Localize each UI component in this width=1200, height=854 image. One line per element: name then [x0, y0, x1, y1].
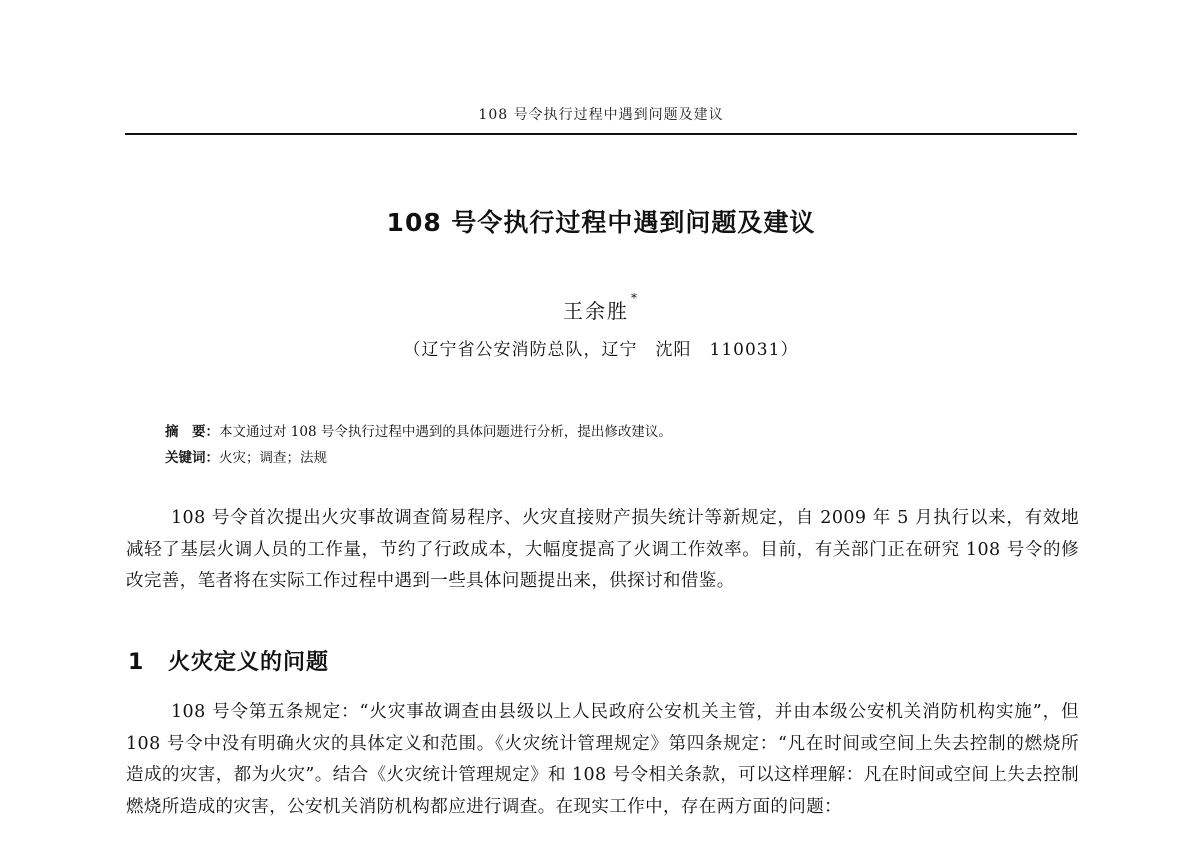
paper-title: 108 号令执行过程中遇到问题及建议	[386, 208, 816, 237]
abstract	[165, 419, 672, 445]
section-1-paragraph-text: 108 号令第五条规定：“火灾事故调查由县级以上人民政府公安机关主管，并由本级公安机关消防机构实施”，但 108 号令中没有明确火灾的具体定义和范围。《火灾统计管理规定》第四条规定：“凡在时间或空间上失去控制的燃烧所造成的灾害，都为火灾”。结合《火灾统计管理规定》和 108 号令相关条款，可以这样理解：凡在时间或空间上失去控制燃烧所造成的灾害，公安机关消防机构都应进行调查。在现实工作中，存在两方面的问题：	[126, 702, 1079, 817]
header-rule	[125, 133, 1077, 135]
section-1-paragraph	[126, 697, 1079, 823]
section-1-number: 1	[128, 650, 145, 675]
keywords-label: 关键词：	[165, 450, 219, 466]
keywords	[165, 445, 672, 471]
author-line	[125, 291, 1077, 324]
author-name: 王余胜	[563, 299, 629, 323]
section-1-heading	[128, 645, 329, 676]
abstract-label: 摘 要：	[165, 424, 219, 440]
author-footnote-marker: *	[631, 291, 639, 305]
running-header: 108 号令执行过程中遇到问题及建议	[478, 107, 724, 123]
section-1-title: 火灾定义的问题	[168, 650, 330, 675]
keywords-text: 火灾；调查；法规	[219, 450, 327, 466]
intro-paragraph	[126, 503, 1079, 598]
intro-paragraph-text: 108 号令首次提出火灾事故调查简易程序、火灾直接财产损失统计等新规定，自 2009 年 5 月执行以来，有效地减轻了基层火调人员的工作量，节约了行政成本，大幅度提高了火调工作效率。目前，有关部门正在研究 108 号令的修改完善，笔者将在实际工作过程中遇到一些具体问题提出来，供探讨和借鉴。	[126, 508, 1079, 591]
abstract-block	[165, 419, 672, 471]
abstract-text: 本文通过对 108 号令执行过程中遇到的具体问题进行分析，提出修改建议。	[219, 424, 672, 440]
author-affiliation: （辽宁省公安消防总队，辽宁 沈阳 110031）	[403, 340, 799, 360]
